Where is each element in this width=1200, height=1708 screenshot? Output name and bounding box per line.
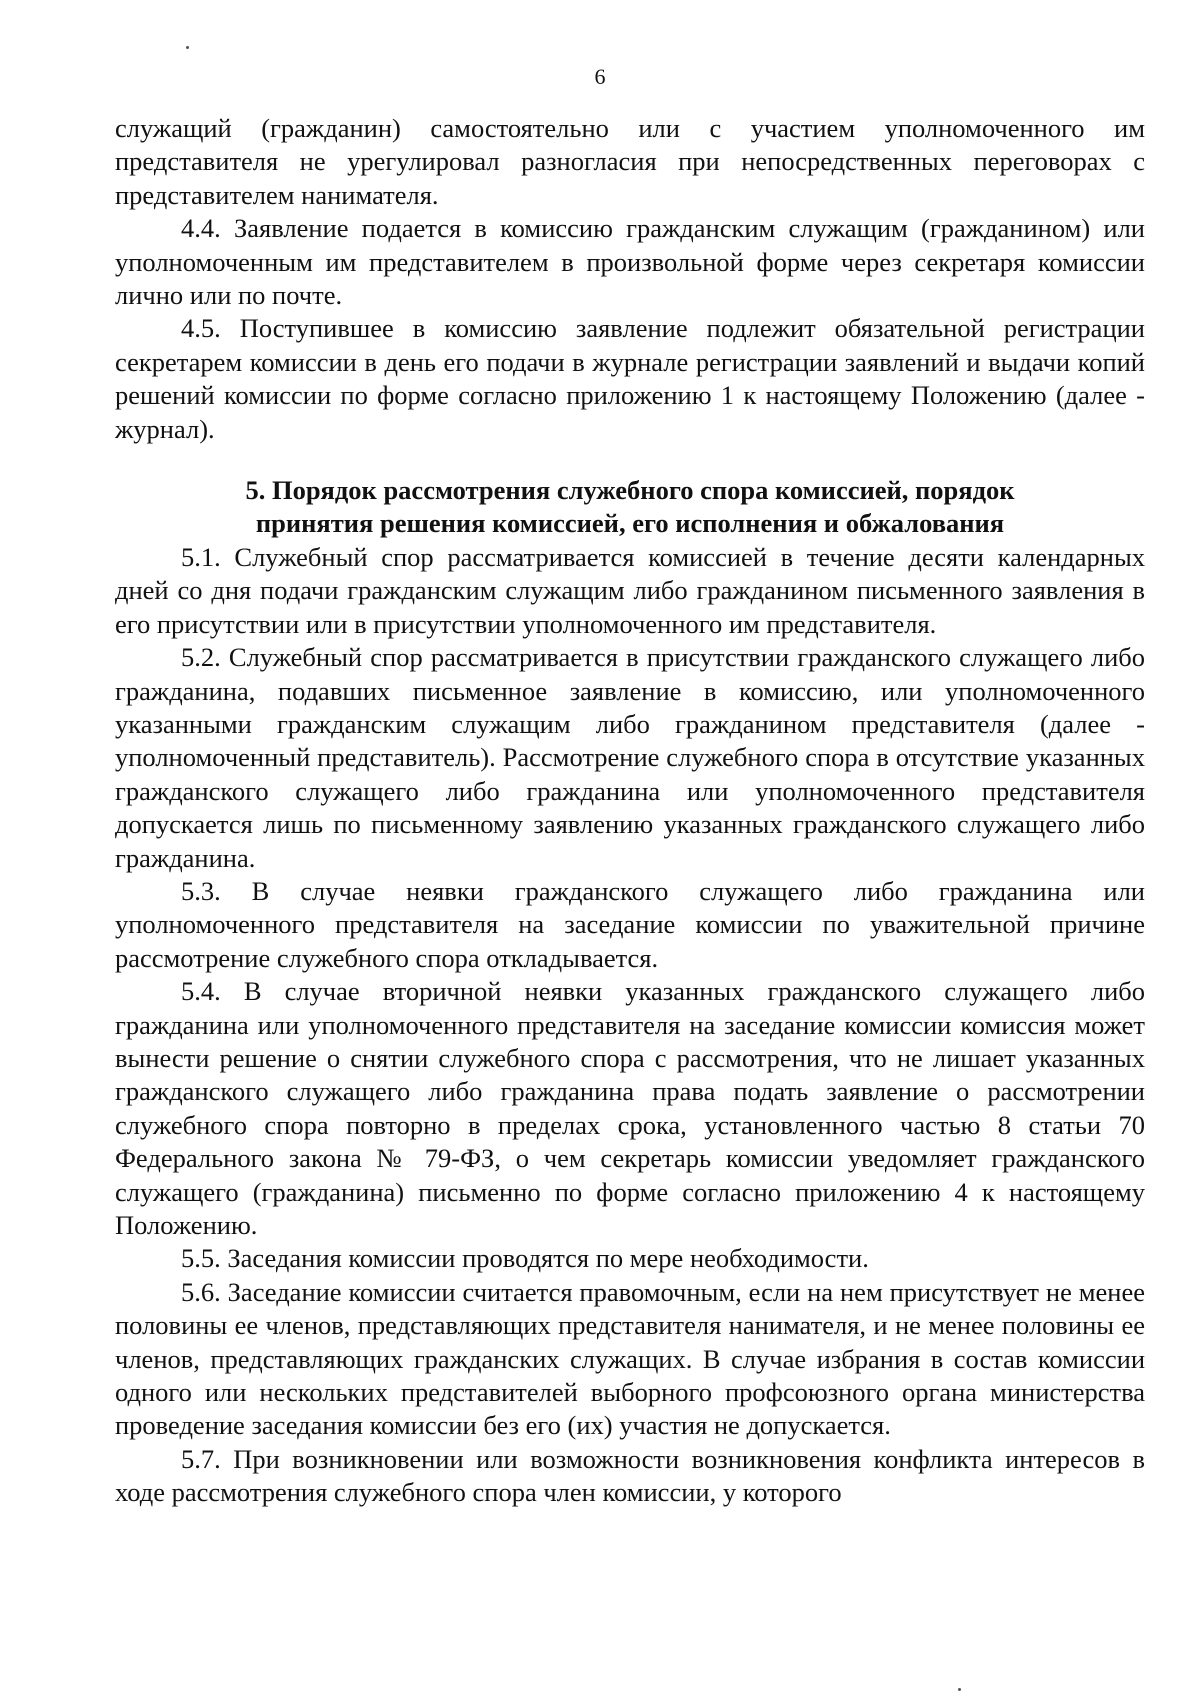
page-number: 6 [594, 64, 606, 89]
paragraph-5-5: 5.5. Заседания комиссии проводятся по мере необходимости. [181, 1243, 869, 1274]
paragraph-continuation: служащий (гражданин) самостоятельно или с участием уполномоченного им представителя не урегулировал разногласия при непосредственных переговорах с представителем нанимателя. [115, 113, 1145, 210]
paragraph-4-5: 4.5. Поступившее в комиссию заявление подлежит обязательной регистрации секретарем комиссии в день его подачи в журнале регистрации заявлений и выдачи копий решений комиссии по форме согласно приложению 1 к настоящему Положению (далее - журнал). [115, 313, 1145, 444]
paragraph-5-3: 5.3. В случае неявки гражданского служащего либо гражданина или уполномоченного представителя на заседание комиссии по уважительной причине рассмотрение служебного спора откладывается. [115, 875, 1145, 973]
paragraph-5-7: 5.7. При возникновении или возможности возникновения конфликта интересов в ходе рассмотрения служебного спора член комиссии, у которого [115, 1443, 1145, 1508]
paragraph-5-2: 5.2. Служебный спор рассматривается в присутствии гражданского служащего либо гражданина, подавших письменное заявление в комиссию, или уполномоченного указанными гражданским служащим либо гражданином представителя (далее - уполномоченный представитель). Рассмотрение служебного спора в отсутствие указанных гражданского служащего либо гражданина или уполномоченного представителя допускается лишь по письменному заявлению указанных гражданского служащего либо гражданина. [115, 642, 1145, 873]
paragraph-5-6: 5.6. Заседание комиссии считается правомочным, если на нем присутствует не менее половины ее членов, представляющих представителя нанимателя, и не менее половины ее членов, представляющих гражданских служащих. В случае избрания в состав комиссии одного или нескольких представителей выборного профсоюзного органа министерства проведение заседания комиссии без его (их) участия не допускается. [115, 1276, 1145, 1441]
paragraph-4-4: 4.4. Заявление подается в комиссию гражданским служащим (гражданином) или уполномоченным им представителем в произвольной форме через секретаря комиссии лично или по почте. [115, 213, 1145, 311]
section-heading-line: принятия решения комиссией, его исполнения и обжалования [255, 508, 1005, 539]
section-heading-line: 5. Порядок рассмотрения служебного спора комиссией, порядок [245, 475, 1015, 506]
paragraph-5-4: 5.4. В случае вторичной неявки указанных гражданского служащего либо гражданина или уполномоченного представителя на заседание комиссии комиссия может вынести решение о снятии служебного спора с рассмотрения, что не лишает указанных гражданского служащего либо гражданина права подать заявление о рассмотрении служебного спора повторно в пределах срока, установленного частью 8 статьи 70 Федерального закона № 79-ФЗ, о чем секретарь комиссии уведомляет гражданского служащего (гражданина) письменно по форме согласно приложению 4 к настоящему Положению. [115, 976, 1145, 1240]
scan-speck [186, 46, 189, 49]
document-body [115, 112, 1145, 1510]
section-5-heading [115, 474, 1145, 541]
scan-speck [958, 1688, 961, 1691]
paragraph-5-1: 5.1. Служебный спор рассматривается комиссией в течение десяти календарных дней со дня подачи гражданским служащим либо гражданином письменного заявления в его присутствии или в присутствии уполномоченного им представителя. [115, 541, 1145, 639]
